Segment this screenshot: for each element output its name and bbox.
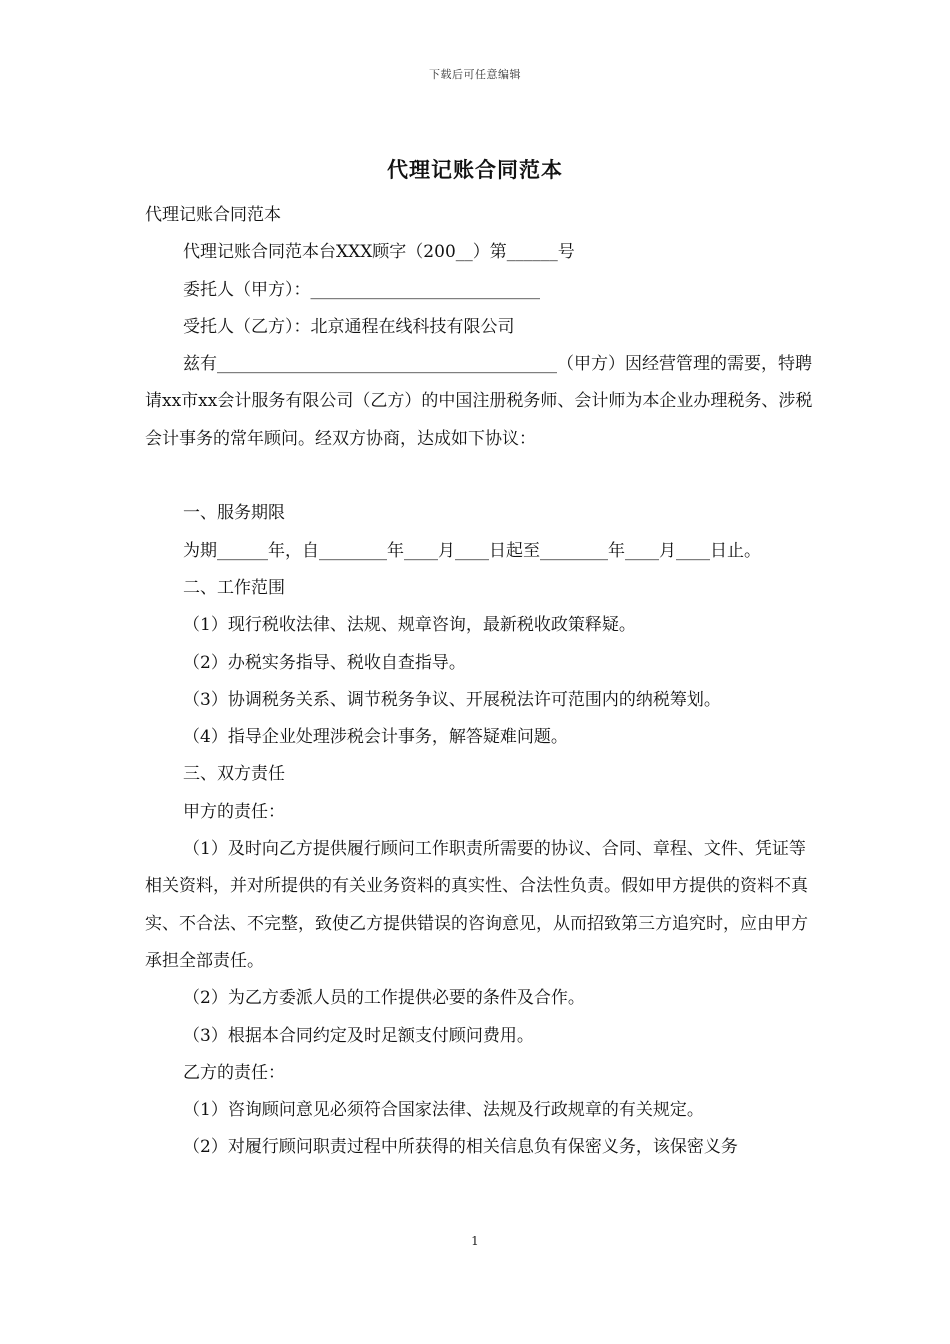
list-item-party-a-1: （1）及时向乙方提供履行顾问工作职责所需要的协议、合同、章程、文件、凭证等相关资料，并对所提供的有关业务资料的真实性、合法性负责。假如甲方提供的资料不真实、不合法、不完整，致使乙方提供错误的咨询意见，从而招致第三方追究时，应由甲方承担全部责任。 bbox=[145, 839, 808, 971]
subheading-party-a-duties: 甲方的责任： bbox=[183, 801, 285, 822]
list-item-scope-4: （4）指导企业处理涉税会计事务，解答疑难问题。 bbox=[183, 727, 568, 748]
subheading-party-b-duties: 乙方的责任： bbox=[183, 1062, 285, 1083]
paragraph-preamble: 兹有________________________________________（甲方）因经营管理的需要，特聘请xx市xx会计服务有限公司（乙方）的中国注册税务师、会计师为本企业办理税务、涉税会计事务的常年顾问。经双方协商，达成如下协议： bbox=[145, 354, 813, 449]
paragraph-subtitle: 代理记账合同范本 bbox=[145, 205, 281, 225]
blank-line bbox=[145, 458, 817, 495]
page-header-note: 下载后可任意编辑 bbox=[429, 68, 521, 81]
document-body bbox=[145, 197, 817, 1167]
list-item-party-a-2: （2）为乙方委派人员的工作提供必要的条件及合作。 bbox=[183, 988, 585, 1009]
section-heading-service-term: 一、服务期限 bbox=[183, 503, 285, 524]
list-item-party-b-1: （1）咨询顾问意见必须符合国家法律、法规及行政规章的有关规定。 bbox=[183, 1100, 704, 1121]
paragraph-service-term: 为期______年，自________年____月____日起至________年____月____日止。 bbox=[183, 540, 761, 561]
paragraph-party-b: 受托人（乙方）：北京通程在线科技有限公司 bbox=[183, 316, 515, 337]
paragraph-party-a: 委托人（甲方）：___________________________ bbox=[183, 279, 540, 300]
list-item-scope-1: （1）现行税收法律、法规、规章咨询，最新税收政策释疑。 bbox=[183, 615, 636, 636]
document-title: 代理记账合同范本 bbox=[387, 157, 563, 182]
page-number: 1 bbox=[471, 1234, 479, 1248]
section-heading-work-scope: 二、工作范围 bbox=[183, 577, 285, 598]
paragraph-contract-number: 代理记账合同范本台XXX顾字（200__）第______号 bbox=[183, 242, 575, 263]
section-heading-responsibilities: 三、双方责任 bbox=[183, 764, 285, 785]
list-item-party-b-2: （2）对履行顾问职责过程中所获得的相关信息负有保密义务，该保密义务 bbox=[183, 1137, 738, 1158]
list-item-scope-2: （2）办税实务指导、税收自查指导。 bbox=[183, 652, 466, 673]
list-item-party-a-3: （3）根据本合同约定及时足额支付顾问费用。 bbox=[183, 1025, 534, 1046]
list-item-scope-3: （3）协调税务关系、调节税务争议、开展税法许可范围内的纳税筹划。 bbox=[183, 689, 721, 710]
